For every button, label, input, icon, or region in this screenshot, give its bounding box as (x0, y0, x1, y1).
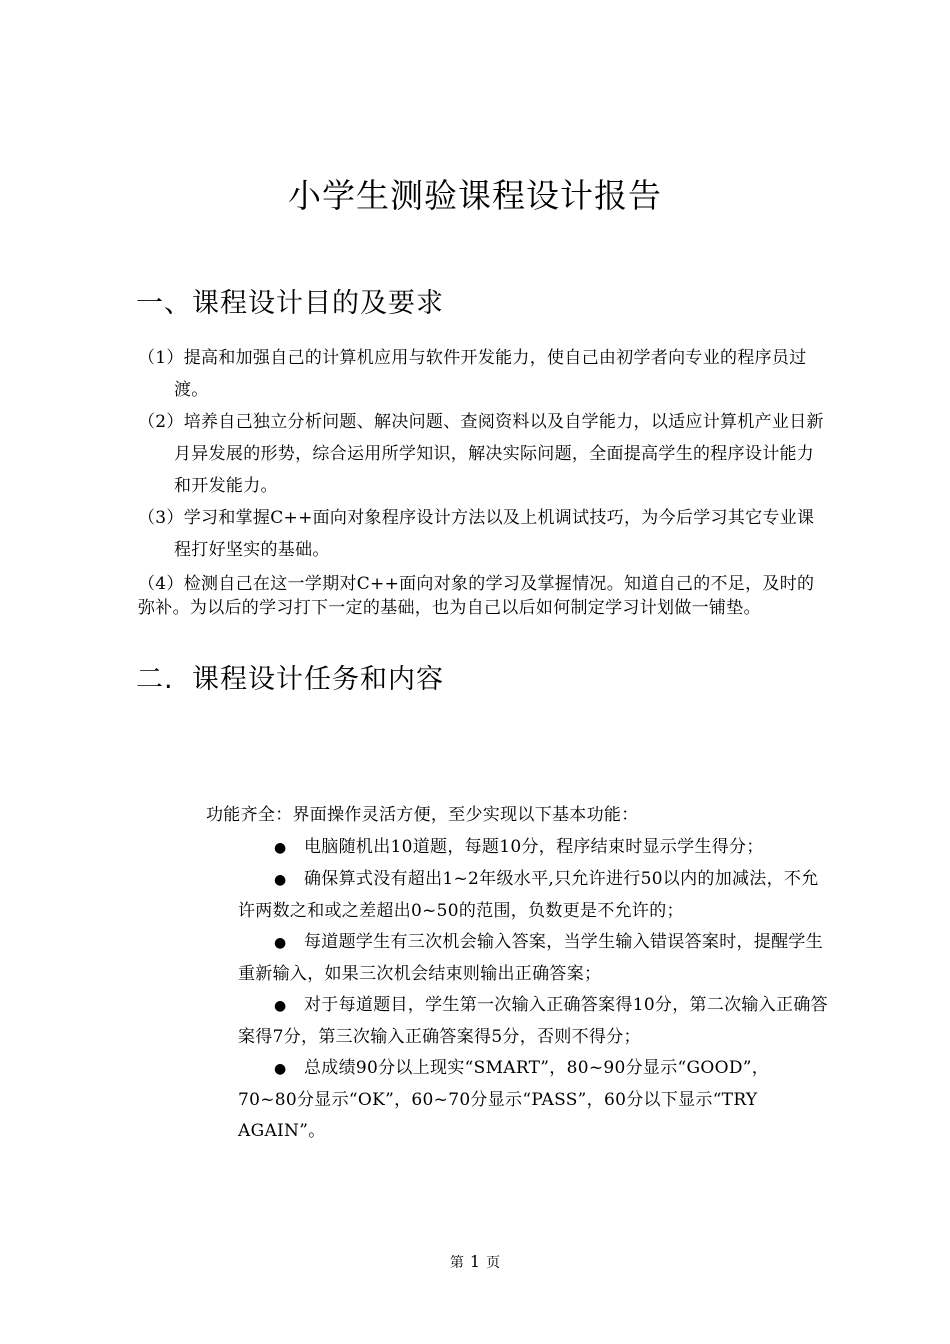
feature-item-4 (206, 990, 828, 1053)
section-heading-2 (136, 660, 444, 700)
bullet-icon: ● (274, 872, 287, 888)
objective-item-4: （4）检测自己在这一学期对C++面向对象的学习及掌握情况。知道自己的不足，及时的弥补。为以后的学习打下一定的基础，也为自己以后如何制定学习计划做一铺垫。 (138, 574, 815, 618)
feature-text-5: 总成绩90分以上现实“SMART”，80~90分显示“GOOD”，70~80分显示“OK”，60~70分显示“PASS”，60分以下显示“TRY AGAIN”。 (238, 1058, 770, 1141)
section-heading-1 (136, 284, 444, 324)
feature-item-5 (206, 1053, 828, 1147)
features-block (206, 798, 828, 1147)
document-title: 小学生测验课程设计报告 (288, 176, 662, 215)
objective-item-3: （3）学习和掌握C++面向对象程序设计方法以及上机调试技巧，为今后学习其它专业课程打好坚实的基础。 (138, 508, 815, 560)
feature-text-2: 确保算式没有超出1~2年级水平,只允许进行50以内的加减法，不允许两数之和或之差超出0~50的范围，负数更是不允许的； (238, 869, 819, 921)
footer-prefix: 第 (449, 1255, 464, 1271)
bullet-icon: ● (274, 840, 287, 856)
features-intro: 功能齐全：界面操作灵活方便，至少实现以下基本功能： (206, 805, 639, 825)
objective-item-2: （2）培养自己独立分析问题、解决问题、查阅资料以及自学能力，以适应计算机产业日新月异发展的形势，综合运用所学知识，解决实际问题，全面提高学生的程序设计能力和开发能力。 (138, 412, 824, 496)
feature-item-3 (206, 927, 828, 990)
page-number: 1 (469, 1252, 481, 1271)
objective-item-1: （1）提高和加强自己的计算机应用与软件开发能力，使自己由初学者向专业的程序员过渡。 (138, 348, 807, 400)
page-footer (0, 1250, 950, 1275)
section-number-1: 一、 (136, 288, 192, 319)
feature-item-1 (206, 832, 828, 864)
feature-item-2 (206, 864, 828, 927)
feature-text-4: 对于每道题目，学生第一次输入正确答案得10分，第二次输入正确答案得7分，第三次输入正确答案得5分，否则不得分； (238, 995, 828, 1047)
section-number-2: 二. (136, 664, 174, 695)
bullet-icon: ● (274, 935, 287, 951)
bullet-icon: ● (274, 1061, 287, 1077)
bullet-icon: ● (274, 998, 287, 1014)
objectives-list (138, 342, 828, 620)
footer-suffix: 页 (486, 1255, 501, 1271)
feature-text-3: 每道题学生有三次机会输入答案，当学生输入错误答案时，提醒学生重新输入，如果三次机会结束则输出正确答案； (238, 932, 823, 984)
section-title-1: 课程设计目的及要求 (192, 288, 444, 319)
section-title-2: 课程设计任务和内容 (192, 664, 444, 695)
feature-text-1: 电脑随机出10道题，每题10分，程序结束时显示学生得分； (304, 837, 764, 857)
